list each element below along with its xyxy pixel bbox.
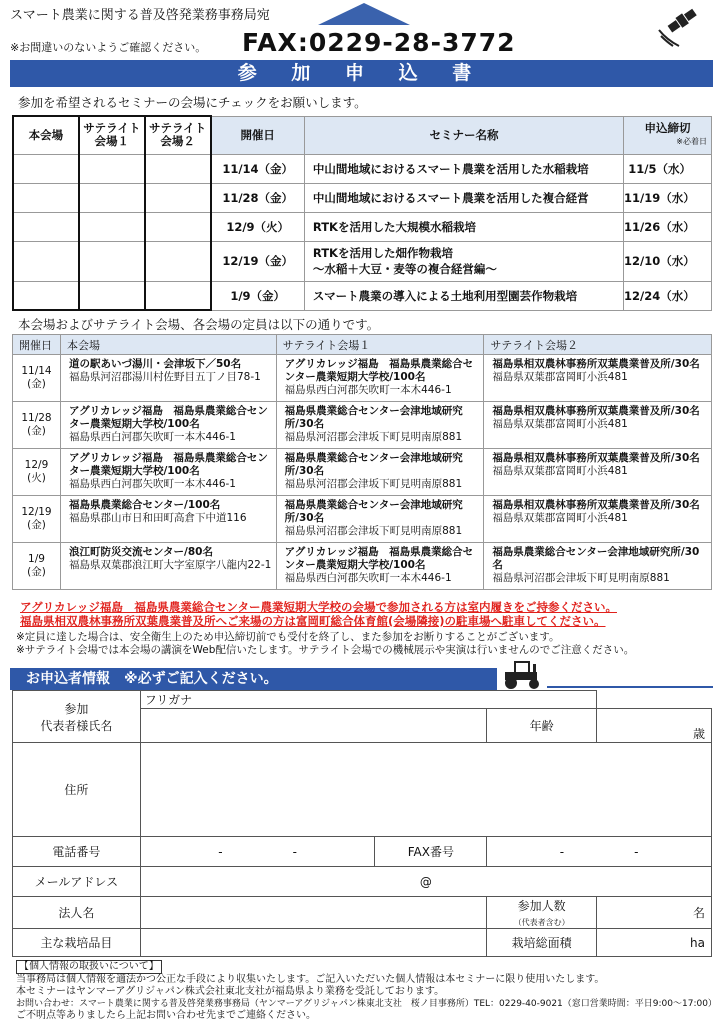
table-row — [13, 355, 712, 402]
seminar-date: 11/14（金） — [211, 154, 305, 183]
footer-line: お問い合わせ：スマート農業に関する普及啓発業務事務局（ヤンマーアグリジャパン株東北支社 桜ノ目事務所）TEL：0229-40-9021（窓口営業時間：平日9:00～17:00） — [16, 999, 717, 1009]
table-row — [13, 496, 712, 543]
main-venue: アグリカレッジ福島 福島県農業総合センター農業短期大学校/100名 福島県西白河郡矢吹町一本木446-1 — [60, 402, 276, 449]
label-area: 栽培総面積 — [487, 929, 597, 957]
checkbox-satellite-1[interactable] — [79, 154, 145, 183]
intro-text: 参加を希望されるセミナーの会場にチェックをお願いします。 — [18, 95, 367, 110]
label-address: 住所 — [13, 743, 141, 837]
satellite-venue-1: アグリカレッジ福島 福島県農業総合センター農業短期大学校/100名 福島県西白河郡矢吹町一本木446-1 — [276, 543, 484, 590]
venue-date: 11/28 (金) — [13, 402, 61, 449]
seminar-name: RTKを活用した大規模水稲栽培 — [304, 212, 623, 241]
checkbox-satellite-1[interactable] — [79, 212, 145, 241]
venue-date: 11/14 (金) — [13, 355, 61, 402]
venue-table — [12, 334, 712, 590]
satellite-venue-1: 福島県農業総合センター会津地域研究所/30名 福島県河沼郡会津坂下町見明南原881 — [276, 402, 484, 449]
main-venue: 浪江町防災交流センター/80名 福島県双葉郡浪江町大字室原字八龍内22-1 — [60, 543, 276, 590]
checkbox-satellite-1[interactable] — [79, 241, 145, 281]
checkbox-main-venue[interactable] — [13, 281, 79, 310]
fax-number: FAX:0229-28-3772 — [242, 28, 516, 57]
table-row — [13, 281, 712, 310]
notes — [16, 631, 634, 657]
name-field[interactable] — [140, 709, 487, 743]
header-seminar-name: セミナー名称 — [304, 116, 623, 154]
seminar-date: 1/9（金） — [211, 281, 305, 310]
warning-notes — [20, 600, 617, 628]
checkbox-satellite-1[interactable] — [79, 183, 145, 212]
satellite-venue-1: 福島県農業総合センター会津地域研究所/30名 福島県河沼郡会津坂下町見明南原881 — [276, 496, 484, 543]
crop-field[interactable] — [140, 929, 487, 957]
seminar-date: 11/28（金） — [211, 183, 305, 212]
label-phone: 電話番号 — [13, 837, 141, 867]
tractor-icon — [497, 658, 547, 690]
header-deadline: 申込締切 ※必着日 — [624, 116, 712, 154]
label-age: 年齢 — [487, 709, 597, 743]
phone-field[interactable]: - - — [140, 837, 375, 867]
seminar-name: 中山間地域におけるスマート農業を活用した複合経営 — [304, 183, 623, 212]
email-field[interactable]: @ — [140, 867, 711, 897]
checkbox-satellite-2[interactable] — [145, 281, 211, 310]
label-email: メールアドレス — [13, 867, 141, 897]
warning-line: アグリカレッジ福島 福島県農業総合センター農業短期大学校の会場で参加される方は室内履きをご持参ください。 — [20, 600, 617, 614]
label-participant-count: 参加人数 （代表者含む） — [487, 897, 597, 929]
table-row — [13, 212, 712, 241]
checkbox-main-venue[interactable] — [13, 212, 79, 241]
header-satellite-1: サテライト 会場１ — [79, 116, 145, 154]
checkbox-main-venue[interactable] — [13, 154, 79, 183]
note-line: ※定員に達した場合は、安全衛生上のため申込締切前でも受付を終了し、また参加をお断りすることがございます。 — [16, 631, 560, 643]
address-field[interactable] — [140, 743, 711, 837]
furigana-field[interactable]: フリガナ — [140, 691, 596, 709]
corporation-field[interactable] — [140, 897, 487, 929]
privacy-title: 【個人情報の取扱いについて】 — [16, 960, 162, 974]
table-row — [13, 154, 712, 183]
check-note: ※お間違いのないようご確認ください。 — [10, 41, 207, 54]
satellite-venue-2: 福島県相双農林事務所双葉農業普及所/30名 福島県双葉郡富岡町小浜481 — [484, 355, 712, 402]
table-row — [13, 449, 712, 496]
footer-line: 本セミナーはヤンマーアグリジャパン株式会社東北支社が福島県より業務を受託しております。 — [16, 986, 445, 997]
venue-header-main: 本会場 — [60, 335, 276, 355]
fax-field[interactable]: - - — [487, 837, 712, 867]
age-field[interactable] — [597, 709, 712, 743]
area-field[interactable]: ha — [597, 929, 712, 957]
seminar-name: RTKを活用した畑作物栽培 ～水稲＋大豆・麦等の複合経営編～ — [304, 241, 623, 281]
label-crop: 主な栽培品目 — [13, 929, 141, 957]
satellite-venue-2: 福島県相双農林事務所双葉農業普及所/30名 福島県双葉郡富岡町小浜481 — [484, 449, 712, 496]
label-corporation: 法人名 — [13, 897, 141, 929]
venue-header-date: 開催日 — [13, 335, 61, 355]
satellite-venue-2: 福島県相双農林事務所双葉農業普及所/30名 福島県双葉郡富岡町小浜481 — [484, 402, 712, 449]
venue-date: 1/9 (金) — [13, 543, 61, 590]
checkbox-satellite-1[interactable] — [79, 281, 145, 310]
satellite-venue-1: 福島県農業総合センター会津地域研究所/30名 福島県河沼郡会津坂下町見明南原881 — [276, 449, 484, 496]
seminar-date: 12/9（火） — [211, 212, 305, 241]
seminar-deadline: 12/10（水） — [624, 241, 712, 281]
satellite-venue-2: 福島県相双農林事務所双葉農業普及所/30名 福島県双葉郡富岡町小浜481 — [484, 496, 712, 543]
addressee: スマート農業に関する普及啓発業務事務局宛 — [10, 8, 270, 23]
venue-date: 12/9 (火) — [13, 449, 61, 496]
table-row — [13, 241, 712, 281]
label-representative: 参加 代表者様氏名 — [13, 691, 141, 743]
participant-count-field[interactable]: 名 — [597, 897, 712, 929]
age-unit: 歳 — [692, 727, 705, 741]
seminar-deadline: 11/19（水） — [624, 183, 712, 212]
venue-header-sat1: サテライト会場１ — [276, 335, 484, 355]
header-triangle — [318, 3, 410, 25]
form-title-banner: 参 加 申 込 書 — [10, 60, 713, 87]
applicant-form — [12, 690, 712, 957]
note-line: ※サテライト会場では本会場の講演をWeb配信いたします。サテライト会場での機械展示や実演は行いませんのでご注意ください。 — [16, 644, 635, 656]
seminar-deadline: 11/5（水） — [624, 154, 712, 183]
table-row — [13, 402, 712, 449]
checkbox-satellite-2[interactable] — [145, 241, 211, 281]
header-date: 開催日 — [211, 116, 305, 154]
header-satellite-2: サテライト 会場２ — [145, 116, 211, 154]
satellite-venue-1: アグリカレッジ福島 福島県農業総合センター農業短期大学校/100名 福島県西白河郡矢吹町一本木446-1 — [276, 355, 484, 402]
seminar-name: 中山間地域におけるスマート農業を活用した水稲栽培 — [304, 154, 623, 183]
main-venue: 福島県農業総合センター/100名 福島県郡山市日和田町高倉下中道116 — [60, 496, 276, 543]
seminar-name: スマート農業の導入による土地利用型園芸作物栽培 — [304, 281, 623, 310]
table-row — [13, 543, 712, 590]
footer-line: ご不明点等ありましたら上記お問い合わせ先までご連絡ください。 — [16, 1010, 316, 1021]
footer — [16, 960, 717, 1022]
seminar-date: 12/19（金） — [211, 241, 305, 281]
footer-line: 当事務局は個人情報を適法かつ公正な手段により収集いたします。ご記入いただいた個人情報は本セミナーに限り使用いたします。 — [16, 974, 605, 985]
venue-date: 12/19 (金) — [13, 496, 61, 543]
satellite-icon — [655, 2, 705, 48]
seminar-table — [12, 115, 712, 311]
seminar-deadline: 11/26（水） — [624, 212, 712, 241]
checkbox-satellite-2[interactable] — [145, 183, 211, 212]
label-fax: FAX番号 — [375, 837, 487, 867]
main-venue: アグリカレッジ福島 福島県農業総合センター農業短期大学校/100名 福島県西白河郡矢吹町一本木446-1 — [60, 449, 276, 496]
checkbox-satellite-2[interactable] — [145, 154, 211, 183]
main-venue: 道の駅あいづ湯川・会津坂下／50名 福島県河沼郡湯川村佐野目五丁ノ目78-1 — [60, 355, 276, 402]
table-row — [13, 183, 712, 212]
checkbox-main-venue[interactable] — [13, 183, 79, 212]
checkbox-main-venue[interactable] — [13, 241, 79, 281]
venue-header-sat2: サテライト会場２ — [484, 335, 712, 355]
checkbox-satellite-2[interactable] — [145, 212, 211, 241]
seminar-deadline: 12/24（水） — [624, 281, 712, 310]
applicant-section-title: お申込者情報 ※必ずご記入ください。 — [10, 668, 497, 690]
satellite-venue-2: 福島県農業総合センター会津地域研究所/30名 福島県河沼郡会津坂下町見明南原881 — [484, 543, 712, 590]
header-main-venue: 本会場 — [13, 116, 79, 154]
warning-line: 福島県相双農林事務所双葉農業普及所へご来場の方は富岡町総合体育館(会場隣接)の駐車場へ駐車してください。 — [20, 614, 606, 628]
venue-intro: 本会場およびサテライト会場、各会場の定員は以下の通りです。 — [18, 317, 380, 332]
divider — [547, 686, 713, 688]
